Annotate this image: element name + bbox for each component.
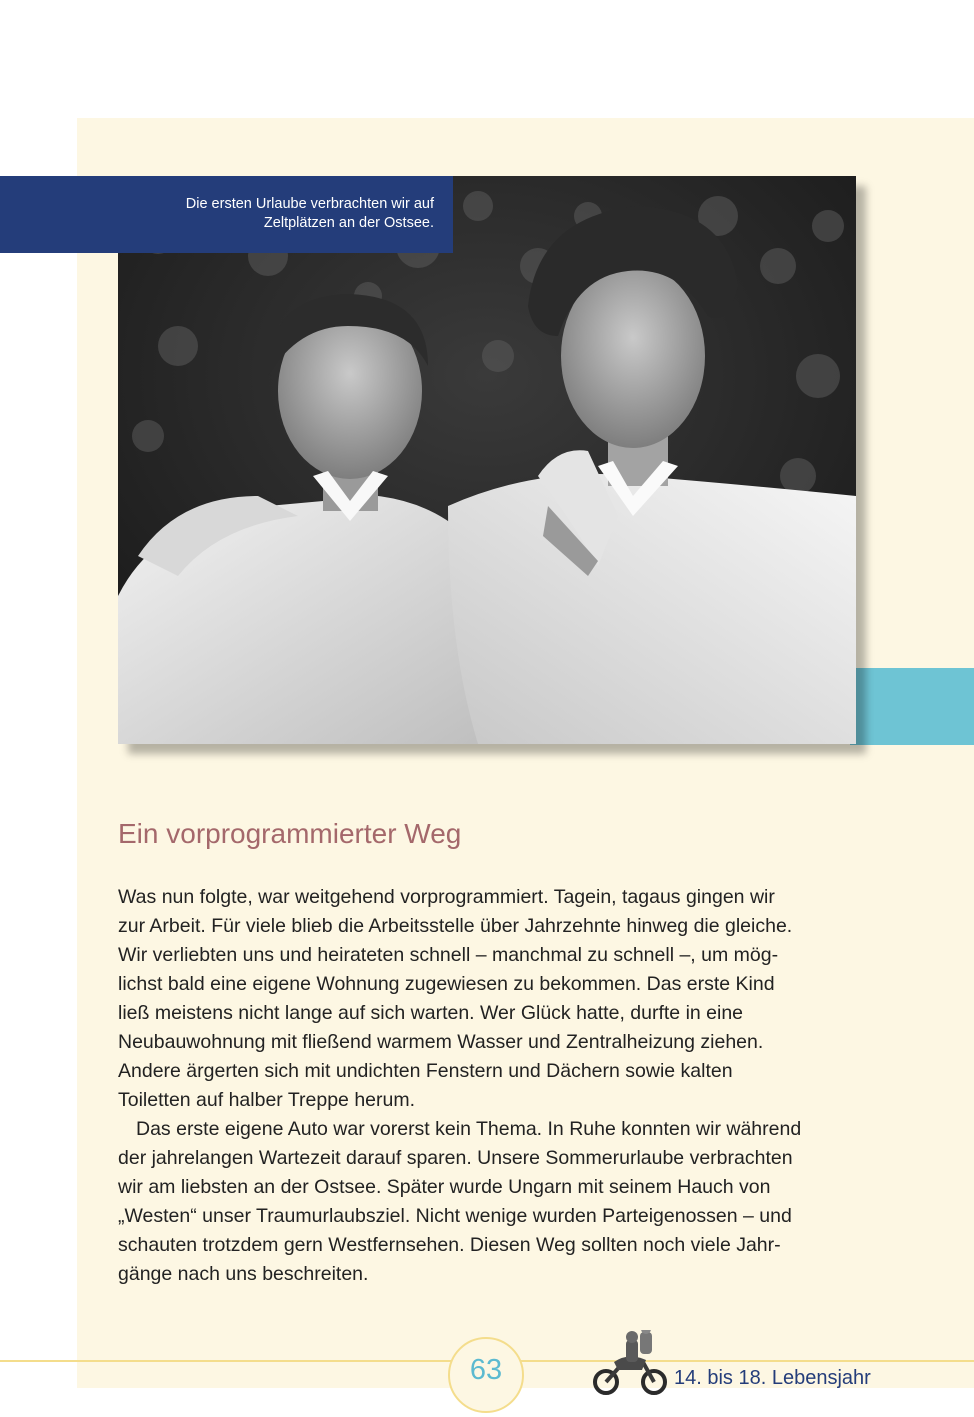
- text-line: ließ meistens nicht lange auf sich warten. Wer Glück hatte, durfte in eine: [118, 1002, 744, 1024]
- text-line: wir am liebsten an der Ostsee. Später wurde Ungarn mit seinem Hauch von: [118, 1176, 771, 1198]
- caption-line-2: Zeltplätzen an der Ostsee.: [263, 215, 434, 231]
- paragraph-2: [118, 1115, 858, 1289]
- photo-image: [118, 176, 856, 744]
- caption-line-1: Die ersten Urlaube verbrachten wir auf: [185, 196, 434, 212]
- photo-caption: [0, 176, 453, 253]
- text-line: zur Arbeit. Für viele blieb die Arbeitsstelle über Jahrzehnte hinweg die gleiche.: [118, 915, 793, 937]
- article-heading: Ein vorprogrammierter Weg: [118, 818, 462, 849]
- text-line: Das erste eigene Auto war vorerst kein Thema. In Ruhe konnten wir während: [136, 1118, 802, 1140]
- text-line: „Westen“ unser Traumurlaubsziel. Nicht wenige wurden Parteigenossen – und: [118, 1205, 792, 1227]
- page-number: 63: [469, 1354, 503, 1386]
- photo: [118, 176, 856, 744]
- text-line: Andere ärgerten sich mit undichten Fenstern und Dächern sowie kalten: [118, 1060, 733, 1082]
- article-body: [118, 883, 858, 1289]
- text-line: Toiletten auf halber Treppe herum.: [118, 1089, 416, 1111]
- text-line: der jahrelangen Wartezeit darauf sparen. Unsere Sommerurlaube verbrachten: [118, 1147, 793, 1169]
- motorcycle-icon: [592, 1330, 670, 1401]
- text-line: Wir verliebten uns und heirateten schnell – manchmal zu schnell –, um mög-: [118, 944, 779, 966]
- decorative-teal-bar: [850, 668, 974, 745]
- text-line: schauten trotzdem gern Westfernsehen. Diesen Weg sollten noch viele Jahr-: [118, 1234, 781, 1256]
- text-line: Was nun folgte, war weitgehend vorprogrammiert. Tagein, tagaus gingen wir: [118, 886, 775, 908]
- chapter-title: 14. bis 18. Lebensjahr: [674, 1367, 871, 1389]
- text-line: lichst bald eine eigene Wohnung zugewiesen zu bekommen. Das erste Kind: [118, 973, 775, 995]
- text-line: gänge nach uns beschreiten.: [118, 1263, 369, 1285]
- text-line: Neubauwohnung mit fließend warmem Wasser und Zentralheizung ziehen.: [118, 1031, 764, 1053]
- paragraph-1: [118, 883, 858, 1115]
